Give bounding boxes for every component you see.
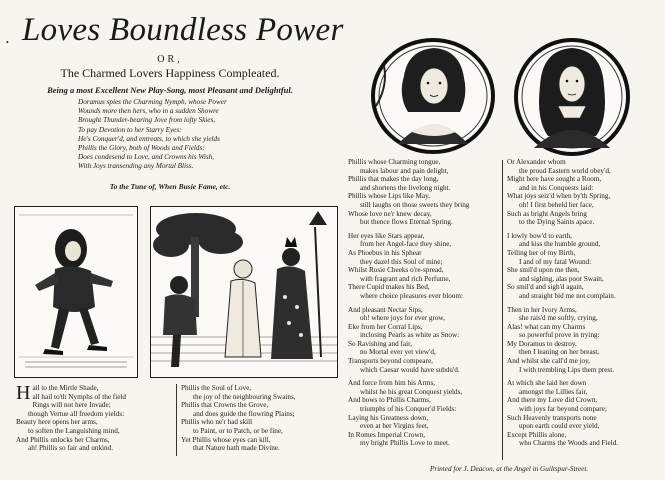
verse-column-4 xyxy=(507,158,618,453)
woodcut-pastoral-frame xyxy=(150,206,338,378)
verse-line-text: Phillis who ne'r had skill xyxy=(181,418,253,427)
verse-line xyxy=(181,384,296,393)
verse-line-text: Whilst Rosie Cheeks o're-spread, xyxy=(348,266,444,275)
verse-line-text: where choice pleasures ever bloom: xyxy=(360,291,463,300)
verse-line-text: but thence flows Eternal Spring. xyxy=(360,218,453,227)
argument-line: Phillis the Glory, both of Woods and Fields: xyxy=(78,144,205,153)
verse-line-text: Phillis that makes the day long, xyxy=(348,175,439,184)
verse-line xyxy=(507,405,618,414)
verse-line-text: She smil'd upon me then, xyxy=(507,266,580,275)
stanza xyxy=(507,379,618,448)
verse-line xyxy=(507,175,618,184)
verse-line-text: So smil'd and sigh'd again, xyxy=(507,283,584,292)
verse-line xyxy=(507,218,618,227)
verse-line-text: Phillis whose Lips like May, xyxy=(348,192,430,201)
verse-line xyxy=(348,283,469,292)
verse-line-text: Laying his Greatness down, xyxy=(348,413,429,422)
verse-line-text: and kiss the humble ground, xyxy=(519,240,601,249)
verse-line-text: upon earth could ever yield, xyxy=(519,422,600,431)
verse-line-text: Alas! what can my Charms xyxy=(507,322,586,331)
argument-line: Brought Thunder-bearing Jove from lofty Skies, xyxy=(78,116,216,125)
verse-line xyxy=(507,158,618,167)
verse-line-text: What joys seiz'd when by'th Spring, xyxy=(507,192,611,201)
verse-line-text: Such Heavenly transports none xyxy=(507,413,597,422)
woodcut-gentleman-frame xyxy=(512,36,632,158)
verse-line-text: and shortens the livelong night. xyxy=(360,183,451,192)
verse-line xyxy=(16,427,124,436)
verse-line-text: my bright Phillis Love to meet. xyxy=(360,439,450,448)
verse-line xyxy=(507,266,618,275)
verse-line xyxy=(16,418,124,427)
verse-line-text: Phillis whose Charming tongue, xyxy=(348,158,441,166)
verse-line-text: and straight bid me not complain. xyxy=(519,291,616,300)
verse-line xyxy=(181,444,296,453)
verse-line-text: ah! Phillis so fair and unkind. xyxy=(28,444,114,453)
verse-line xyxy=(348,258,469,267)
verse-line-text: Or Alexander whom xyxy=(507,158,566,166)
verse-line xyxy=(348,201,469,210)
verse-line-text: with fragrant and rich Perfume, xyxy=(360,274,451,283)
verse-line-text: And pleasant Nectar Sips, xyxy=(348,305,423,314)
verse-line-text: Except Phillis alone, xyxy=(507,430,567,439)
verse-line xyxy=(348,232,469,241)
verse-line-text: to the Dying Saints apace. xyxy=(519,218,595,227)
verse-line-text: to soften the Languishing mind, xyxy=(28,426,120,435)
verse-line xyxy=(348,331,469,340)
verse-line-text: triumphs of his Conquer'd Fields: xyxy=(360,405,457,414)
verse-line xyxy=(507,167,618,176)
verse-line xyxy=(348,357,469,366)
argument-line: He's Conquer'd, and entreats, to which she yields xyxy=(78,134,220,143)
verse-line-text: And whilst she call'd me joy, xyxy=(507,357,591,366)
printer-imprint: Printed for J. Deacon, at the Angel in Guiltspur-Street. xyxy=(430,465,589,473)
verse-line xyxy=(348,167,469,176)
verse-line-text: And force from him his Arms, xyxy=(348,379,436,388)
verse-line-text: I with trembling Lips them prest. xyxy=(519,365,615,374)
verse-line xyxy=(507,232,618,241)
verse-line-text: There Cupid makes his Bed, xyxy=(348,283,430,292)
verse-line xyxy=(348,249,469,258)
verse-line xyxy=(507,249,618,258)
verse-line-text: Eke from her Corral Lips, xyxy=(348,322,423,331)
margin-mark: • xyxy=(6,38,9,47)
stanza xyxy=(507,158,618,227)
verse-line-text: And bows to Phillis Charms, xyxy=(348,396,431,405)
verse-line xyxy=(16,436,124,445)
verse-line xyxy=(348,379,469,388)
woodcut-lady-frame xyxy=(368,36,498,156)
verse-line xyxy=(507,414,618,423)
verse-line xyxy=(348,275,469,284)
verse-line-text: Rings will not here Invade; xyxy=(32,401,111,410)
verse-line-text: whilst he his great Conquest yields, xyxy=(360,387,463,396)
pastoral-scene-icon xyxy=(151,207,337,377)
verse-line-text: Whose love ne'r knew decay, xyxy=(348,209,432,218)
verse-line-text: oh! where joys for ever grow, xyxy=(360,314,445,323)
stanza xyxy=(348,379,469,448)
verse-line-text: As Phoebus in his Sphear xyxy=(348,248,422,257)
verse-line xyxy=(181,436,296,445)
verse-column-1 xyxy=(16,384,124,453)
verse-line xyxy=(348,405,469,414)
verse-line xyxy=(348,184,469,193)
verse-line-text: Then in her Ivory Arms, xyxy=(507,305,577,314)
verse-line-text: inclosing Pearls as white as Snow: xyxy=(360,331,460,340)
verse-line-text: all hail to'th Nymphs of the field xyxy=(32,392,126,401)
verse-line xyxy=(348,414,469,423)
verse-line xyxy=(507,275,618,284)
verse-line xyxy=(348,306,469,315)
verse-line xyxy=(507,306,618,315)
verse-line xyxy=(348,388,469,397)
verse-line-text: no Mortal ever yet view'd, xyxy=(360,348,436,357)
ballad-subtitle: The Charmed Lovers Happiness Compleated. xyxy=(60,66,280,80)
verse-line xyxy=(507,240,618,249)
verse-line-text: from her Angel-face they shine, xyxy=(360,240,452,249)
verse-line-text: Her eyes like Stars appear, xyxy=(348,231,425,240)
verse-column-3 xyxy=(348,158,469,453)
verse-line xyxy=(181,401,296,410)
verse-line-text: Such as bright Angels bring xyxy=(507,209,587,218)
column-divider xyxy=(176,384,177,456)
verse-line xyxy=(348,218,469,227)
verse-line xyxy=(507,331,618,340)
verse-line xyxy=(181,393,296,402)
verse-line xyxy=(507,388,618,397)
verse-line xyxy=(507,192,618,201)
verse-line xyxy=(507,210,618,219)
verse-line-text: I lowly bow'd to earth, xyxy=(507,231,572,240)
argument-verse xyxy=(78,98,227,172)
verse-line xyxy=(507,357,618,366)
verse-line xyxy=(348,158,469,167)
verse-line-text: ail to the Mirtle Shade, xyxy=(32,384,99,392)
verse-line xyxy=(348,192,469,201)
argument-line: Wounds more then hers, who in a sudden Showre xyxy=(78,107,219,116)
verse-line-text: still laughs on those sweets they bring xyxy=(360,200,470,209)
verse-line xyxy=(507,258,618,267)
argument-line: Doramus spies the Charming Nymph, whose Power xyxy=(78,98,227,106)
verse-line-text: who Charms the Woods and Field. xyxy=(519,439,619,448)
verse-line xyxy=(16,444,124,453)
stanza xyxy=(507,306,618,375)
verse-line-text: At which she laid her down xyxy=(507,379,587,388)
verse-line-text: she rais'd me softly, crying, xyxy=(519,314,598,323)
verse-line xyxy=(348,266,469,275)
verse-line-text: Phillis that Crowns the Grove, xyxy=(181,401,269,410)
verse-line xyxy=(348,431,469,440)
verse-line xyxy=(348,323,469,332)
verse-line xyxy=(181,418,296,427)
stanza xyxy=(348,158,469,227)
verse-line xyxy=(507,348,618,357)
woodcut-man-frame xyxy=(14,206,138,378)
verse-line xyxy=(348,292,469,301)
verse-line xyxy=(507,323,618,332)
verse-line xyxy=(507,396,618,405)
argument-line: With Joys transending any Mortal Bliss. xyxy=(78,162,194,171)
verse-line-text: Transports beyond compeare, xyxy=(348,357,433,366)
verse-line xyxy=(348,422,469,431)
verse-line-text: the joy of the neighbouring Swains, xyxy=(193,392,296,401)
verse-line xyxy=(348,366,469,375)
or-label: OR, xyxy=(157,54,183,65)
verse-line xyxy=(16,401,124,410)
verse-line-text: Yet Phillis whose eyes can kill, xyxy=(181,435,271,444)
verse-line-text: Telling her of my Birth, xyxy=(507,248,576,257)
verse-line-text: In Romes Imperial Crown, xyxy=(348,430,426,439)
verse-line xyxy=(348,314,469,323)
verse-line xyxy=(348,340,469,349)
verse-line-text: to Paint, or to Patch, or be fine, xyxy=(193,426,283,435)
verse-line xyxy=(507,379,618,388)
verse-line xyxy=(348,348,469,357)
verse-line xyxy=(348,175,469,184)
verse-line xyxy=(507,283,618,292)
lady-portrait-icon xyxy=(368,36,498,156)
verse-line-text: even at her Virgins feet, xyxy=(360,422,429,431)
verse-line xyxy=(348,210,469,219)
gentleman-portrait-icon xyxy=(512,36,632,158)
verse-line-text: though Vertue all freedom yields: xyxy=(28,409,125,418)
stanza xyxy=(507,232,618,301)
verse-line-text: and in his Conquests laid: xyxy=(519,183,594,192)
verse-line-text: then I leaning on her breast, xyxy=(519,348,600,357)
verse-line-text: the proud Eastern world obey'd, xyxy=(519,166,611,175)
verse-line xyxy=(507,184,618,193)
verse-line-text: And there my Love did Crown, xyxy=(507,396,598,405)
verse-line xyxy=(507,366,618,375)
verse-line xyxy=(181,410,296,419)
column-divider xyxy=(502,160,503,460)
verse-line-text: with joys far beyond compare; xyxy=(519,405,607,414)
verse-line xyxy=(507,431,618,440)
verse-line xyxy=(507,292,618,301)
verse-line xyxy=(348,396,469,405)
verse-column-2 xyxy=(181,384,296,453)
verse-line-text: and does guide the flowring Plains; xyxy=(193,409,295,418)
verse-line-text: Might here have sought a Room, xyxy=(507,175,602,184)
verse-line xyxy=(507,201,618,210)
verse-line xyxy=(348,240,469,249)
verse-line-text: oh! I first beheld her face, xyxy=(519,200,594,209)
verse-line-text: makes labour and pain delight, xyxy=(360,166,449,175)
argument-line: Does condesend to Love, and Crowns his Wish, xyxy=(78,153,215,162)
verse-line xyxy=(507,314,618,323)
verse-line xyxy=(507,340,618,349)
verse-line xyxy=(16,393,124,402)
verse-line-text: they dazel this Soul of mine; xyxy=(360,257,443,266)
verse-line-text: so powerful prove in trying: xyxy=(519,331,600,340)
verse-line xyxy=(348,439,469,448)
verse-line-text: amongst the Lillies fair, xyxy=(519,387,588,396)
verse-line-text: Beauty here opens her arms, xyxy=(16,418,98,427)
verse-line-text: and sighing, alas poor Swain, xyxy=(519,274,604,283)
stanza xyxy=(348,232,469,301)
ballad-title: Loves Boundless Power xyxy=(22,12,344,48)
verse-line xyxy=(507,422,618,431)
stanza xyxy=(348,306,469,375)
verse-line-text: So Ravishing and fair, xyxy=(348,339,412,348)
verse-line-text: Phillis the Soul of Love, xyxy=(181,384,252,392)
tune-line: To the Tune of, When Busie Fame, etc. xyxy=(109,182,231,191)
verse-line-text: that Nature hath made Divine. xyxy=(193,444,280,453)
verse-line xyxy=(507,439,618,448)
man-figure-icon xyxy=(15,207,137,377)
verse-line-text: which Caesar would have subdu'd. xyxy=(360,365,460,374)
drop-cap: H xyxy=(16,382,31,404)
verse-line-text: And Phillis unlocks her Charms, xyxy=(16,435,110,444)
verse-line xyxy=(16,410,124,419)
tagline: Being a most Excellent New Play-Song, most Pleasant and Delightful. xyxy=(47,85,293,95)
verse-line xyxy=(181,427,296,436)
verse-line-text: I and of my fatal Wound: xyxy=(519,257,592,266)
verse-line-text: My Doramus to destroy, xyxy=(507,339,577,348)
argument-line: To pay Devotion to her Starry Eyes: xyxy=(78,125,182,134)
